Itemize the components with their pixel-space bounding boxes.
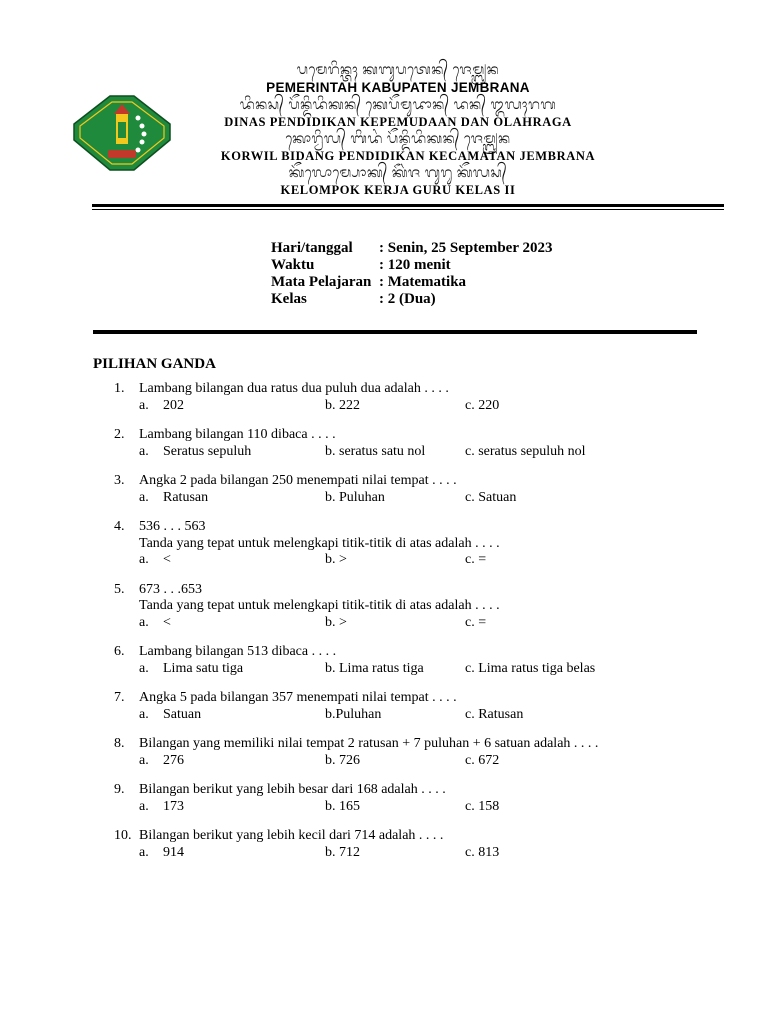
option-c: c. 672: [465, 752, 500, 768]
question-text: Lambang bilangan 110 dibaca . . . .: [139, 427, 336, 442]
answer-options: [114, 753, 754, 770]
option-c: c. seratus sepuluh nol: [465, 443, 586, 459]
option-a: [139, 615, 325, 632]
option-a-text: 914: [163, 844, 184, 860]
option-a-letter: a.: [139, 798, 149, 814]
option-a-letter: a.: [139, 397, 149, 413]
question-item: [114, 473, 754, 506]
option-a: [139, 661, 325, 678]
question-item: [114, 690, 754, 723]
answer-options: [114, 661, 754, 678]
option-a-letter: a.: [139, 706, 149, 722]
question-item: [114, 519, 754, 569]
option-a: [139, 490, 325, 507]
question-text: Bilangan yang memiliki nilai tempat 2 ratusan + 7 puluhan + 6 satuan adalah . . . .: [139, 736, 599, 751]
question-number: 6.: [114, 644, 125, 659]
answer-options: [114, 490, 754, 507]
answer-options: [114, 398, 754, 415]
dinas-title: DINAS PENDIDIKAN KEPEMUDAAN DAN OLAHRAGA: [224, 115, 572, 129]
question-subtext: Tanda yang tepat untuk melengkapi titik-titik di atas adalah . . . .: [139, 598, 500, 613]
question-item: [114, 582, 754, 632]
info-row-time: [271, 257, 552, 274]
exam-info: [271, 240, 552, 308]
option-a-text: <: [163, 552, 171, 567]
option-a-letter: a.: [139, 844, 149, 860]
info-row-date: [271, 240, 552, 257]
info-label: Waktu: [271, 257, 315, 273]
option-a-text: Satuan: [163, 706, 202, 722]
header-divider-thin: [92, 209, 724, 210]
option-a-text: Seratus sepuluh: [163, 443, 252, 459]
government-title: PEMERINTAH KABUPATEN JEMBRANA: [266, 80, 530, 95]
question-text: Bilangan berikut yang lebih besar dari 168 adalah . . . .: [139, 782, 446, 797]
option-c: c. =: [465, 614, 487, 630]
option-a: [139, 444, 325, 461]
option-a-text: Lima satu tiga: [163, 660, 244, 676]
info-divider: [93, 330, 697, 334]
question-number: 10.: [114, 828, 132, 843]
question-item: [114, 782, 754, 815]
balinese-script-line-4: ᬓᭂᬮᭀᬫ᭄ᬧᭀᬓ᭄ ᬓᭂᬃᬚ ᬕᬸᬭᬸ ᬓᭂᬮᬲ᭄: [288, 166, 508, 181]
question-item: [114, 736, 754, 769]
option-c: c. Ratusan: [465, 706, 524, 722]
option-c: c. 220: [465, 397, 500, 413]
option-b: b. Lima ratus tiga: [325, 660, 424, 676]
option-b: b. 222: [325, 397, 360, 413]
option-a: [139, 799, 325, 816]
option-a-text: <: [163, 614, 171, 630]
option-b: b. 165: [325, 798, 360, 814]
korwil-title: KORWIL BIDANG PENDIDIKAN KECAMATAN JEMBRANA: [220, 149, 596, 163]
option-a-letter: a.: [139, 552, 149, 567]
option-b: b.Puluhan: [325, 706, 382, 722]
question-text: Bilangan berikut yang lebih kecil dari 714 adalah . . . .: [139, 828, 444, 843]
info-value: : 120 menit: [379, 257, 451, 273]
info-value: : 2 (Dua): [379, 291, 436, 307]
option-a-text: 202: [163, 397, 184, 413]
question-text: Angka 5 pada bilangan 357 menempati nilai tempat . . . .: [139, 690, 457, 705]
question-number: 8.: [114, 736, 125, 751]
option-a: [139, 398, 325, 415]
option-b: b. 726: [325, 752, 360, 768]
info-label: Kelas: [271, 291, 307, 307]
question-number: 4.: [114, 519, 125, 534]
option-b: b. 712: [325, 844, 360, 860]
answer-options: [114, 799, 754, 816]
balinese-script-line-2: ᬤᬶᬦᬲ᭄ ᬧᭂᬦ᭄ᬤᬶᬤᬶᬓᬦ᭄ ᬓᬾᬧᭂᬫᬸᬤᬵᬦ᭄ ᬤᬦ᭄ ᬑᬮᬄᬭᬕ: [239, 98, 557, 113]
option-c: c. Satuan: [465, 489, 517, 505]
option-b: b. seratus satu nol: [325, 443, 426, 459]
question-number: 7.: [114, 690, 125, 705]
question-text: 673 . . .653: [139, 581, 202, 597]
info-label: Mata Pelajaran: [271, 274, 372, 290]
option-a-text: 173: [163, 798, 184, 814]
option-c: c. Lima ratus tiga belas: [465, 660, 596, 676]
info-value: : Matematika: [379, 274, 467, 290]
option-a: [139, 753, 325, 770]
option-a: [139, 707, 325, 724]
question-text: Lambang bilangan 513 dibaca . . . .: [139, 644, 337, 659]
question-text: 536 . . . 563: [139, 519, 206, 534]
section-title: PILIHAN GANDA: [93, 356, 216, 372]
question-subtext: Tanda yang tepat untuk melengkapi titik-titik di atas adalah . . . .: [139, 535, 500, 551]
info-label: Hari/tanggal: [271, 240, 353, 256]
option-b: b. >: [325, 552, 347, 567]
option-a-letter: a.: [139, 489, 149, 505]
answer-options: [114, 707, 754, 724]
question-item: [114, 381, 754, 414]
answer-options: [114, 845, 754, 862]
answer-options: [114, 444, 754, 461]
question-number: 5.: [114, 581, 125, 597]
option-b: b. >: [325, 614, 347, 630]
kelompok-title: KELOMPOK KERJA GURU KELAS II: [280, 183, 516, 197]
info-value: : Senin, 25 September 2023: [379, 240, 553, 256]
option-a: [139, 845, 325, 862]
option-c: c. 813: [465, 844, 500, 860]
option-a-letter: a.: [139, 752, 149, 768]
question-item: [114, 427, 754, 460]
question-item: [114, 644, 754, 677]
answer-options: [114, 615, 754, 632]
question-text: Angka 2 pada bilangan 250 menempati nilai tempat . . . .: [139, 473, 457, 488]
info-row-subject: [271, 274, 552, 291]
question-number: 1.: [114, 381, 125, 396]
question-number: 9.: [114, 782, 125, 797]
header-divider: [92, 204, 724, 207]
question-number: 3.: [114, 473, 125, 488]
question-list: [114, 381, 754, 874]
question-text: Lambang bilangan dua ratus dua puluh dua adalah . . . .: [139, 381, 449, 396]
option-b: b. Puluhan: [325, 489, 385, 505]
answer-options: [114, 552, 754, 569]
option-a-letter: a.: [139, 660, 149, 676]
option-c: c. =: [465, 552, 487, 567]
question-item: [114, 828, 754, 861]
option-a-text: Ratusan: [163, 489, 209, 505]
option-c: c. 158: [465, 798, 500, 814]
balinese-script-line-3: ᬓᭀᬭ᭄ᬯᬶᬮ᭄ ᬩᬶᬤᬂ ᬧᭂᬦ᭄ᬤᬶᬤᬶᬓᬦ᭄ ᬚᬾᬫ᭄ᬩ᭄ᬭᬦ: [285, 132, 511, 147]
info-row-class: [271, 291, 552, 308]
option-a: [139, 552, 325, 569]
option-a-letter: a.: [139, 614, 149, 630]
question-number: 2.: [114, 427, 125, 442]
option-a-letter: a.: [139, 443, 149, 459]
letterhead: [178, 62, 618, 199]
jembrana-emblem-logo: [72, 94, 172, 172]
option-a-text: 276: [163, 752, 184, 768]
balinese-script-line-1: ᬧᬫᬾᬭᬶᬦ᭄ᬢᬄ ᬓᬩᬸᬧᬢᬾᬦ᭄ ᬚᬾᬫ᭄ᬩ᭄ᬭᬦ: [296, 63, 500, 78]
